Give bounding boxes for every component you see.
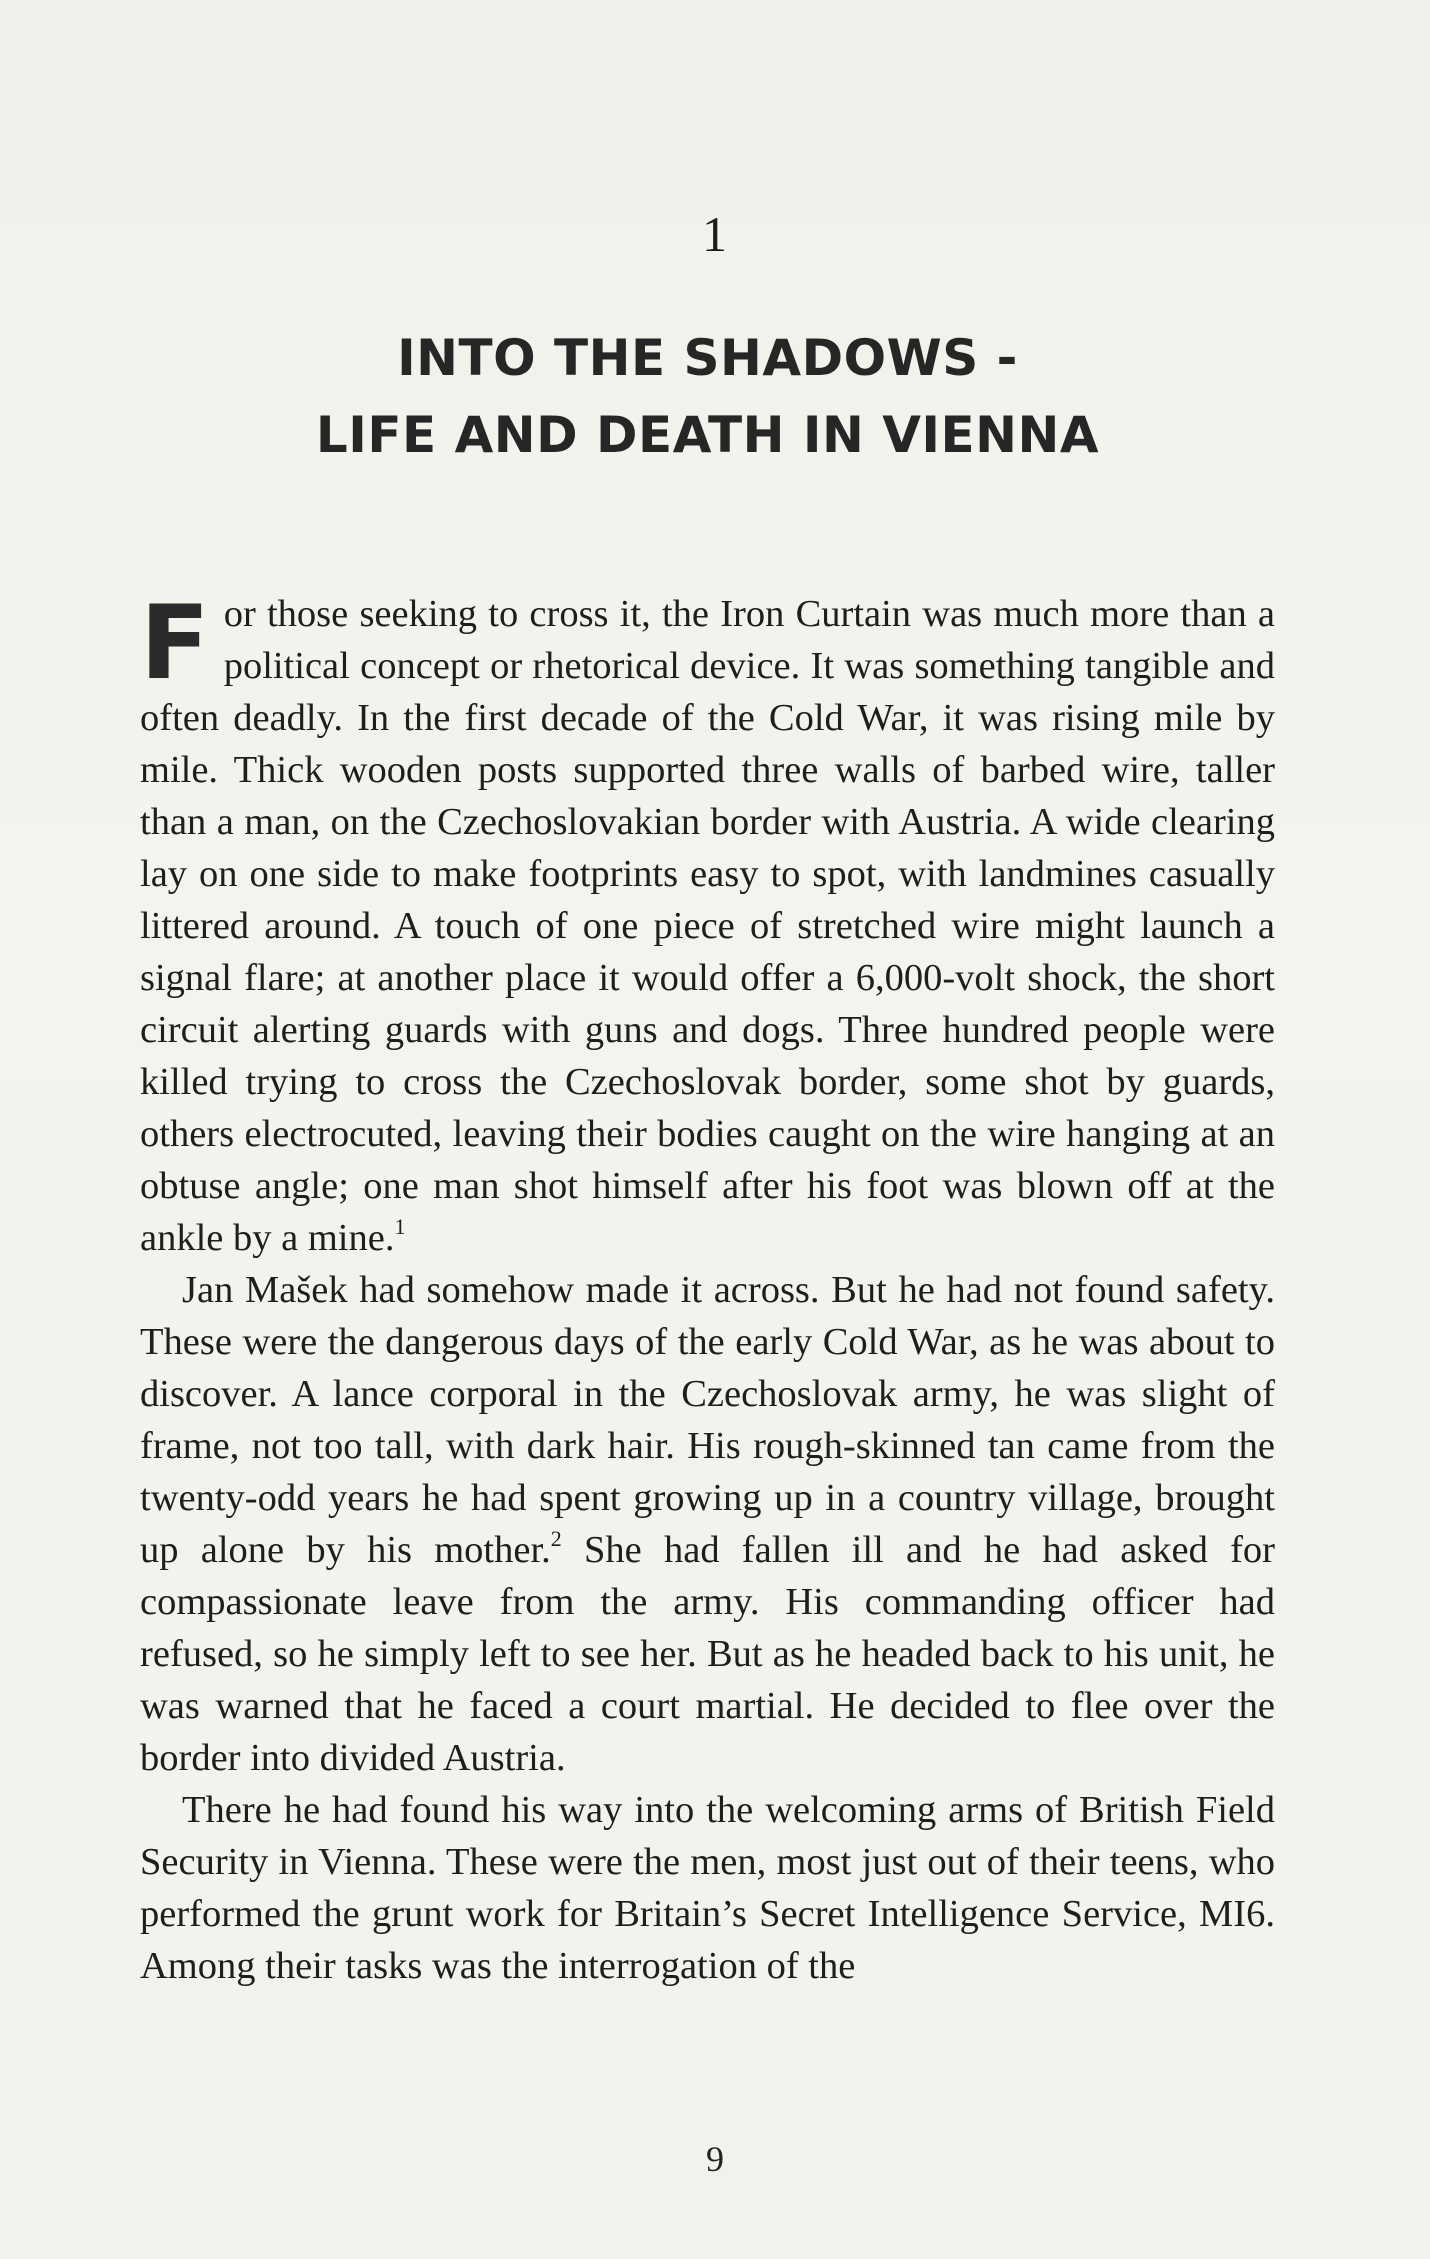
paragraph-2-text-a: Jan Mašek had somehow made it across. But he had not found safety. These were the dangerous days of the early Cold War, as he was about to discover. A lance corporal in the Czechoslovak army, he was slight of frame, not too tall, with dark hair. His rough-skinned tan came from the twenty-odd years he had spent growing up in a country village, brought up alone by his mother. — [140, 1269, 1275, 1571]
page-number: 9 — [706, 2139, 724, 2179]
drop-cap: F — [140, 584, 210, 703]
chapter-number: 1 — [702, 206, 728, 262]
chapter-title-line-2: LIFE AND DEATH IN VIENNA — [315, 406, 1100, 464]
paragraph-3-text: There he had found his way into the welcoming arms of British Field Security in Vienna. These were the men, most just out of their teens, who performed the grunt work for Britain’s Secret Intelligence Service, MI6. Among their tasks was the interrogation of the — [140, 1789, 1275, 1987]
footnote-ref-1: 1 — [394, 1214, 406, 1239]
footnote-ref-2: 2 — [550, 1526, 562, 1551]
paragraph-3 — [140, 1784, 1275, 1992]
chapter-title-line-1: INTO THE SHADOWS - — [397, 329, 1018, 387]
body-text — [140, 584, 1275, 1992]
paragraph-2 — [140, 1264, 1275, 1784]
paragraph-2-text-b: She had fallen ill and he had asked for compassionate leave from the army. His commanding officer had refused, so he simply left to see her. But as he headed back to his unit, he was warned that he faced a court martial. He decided to flee over the border into divided Austria. — [140, 1529, 1275, 1779]
chapter-title — [140, 320, 1275, 474]
paragraph-1 — [140, 584, 1275, 1264]
paragraph-1-text: or those seeking to cross it, the Iron Curtain was much more than a political concept or rhetorical device. It was something tangible and often deadly. In the first decade of the Cold War, it was rising mile by mile. Thick wooden posts supported three walls of barbed wire, taller than a man, on the Czechoslovakian border with Austria. A wide clearing lay on one side to make footprints easy to spot, with landmines casually littered around. A touch of one piece of stretched wire might launch a signal flare; at another place it would offer a 6,000-volt shock, the short circuit alerting guards with guns and dogs. Three hundred people were killed trying to cross the Czechoslovak border, some shot by guards, others electrocuted, leaving their bodies caught on the wire hanging at an obtuse angle; one man shot himself after his foot was blown off at the ankle by a mine. — [140, 593, 1275, 1259]
